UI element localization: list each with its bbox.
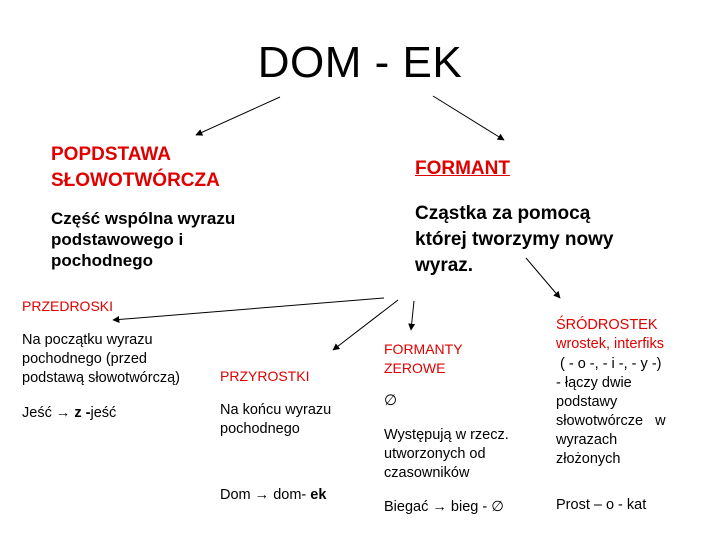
podstawa-desc-line: podstawowego i xyxy=(51,230,184,249)
srodrostek-subtitle: wrostek, interfiks xyxy=(556,336,664,352)
formant-description xyxy=(415,201,614,279)
example-base-word: Biegać xyxy=(384,499,429,515)
podstawa-desc-line: pochodnego xyxy=(51,251,153,270)
srodrostek-example: Prost – o - kat xyxy=(556,497,647,513)
zerowe-example xyxy=(384,499,504,515)
zerowe-desc-line: Występują w rzecz. xyxy=(384,427,509,443)
right-arrow-icon: → xyxy=(254,487,270,503)
podstawa-title-line: POPDSTAWA xyxy=(51,144,171,165)
example-base: dom- xyxy=(273,487,307,503)
formant-desc-line: której tworzymy nowy xyxy=(415,229,614,250)
zerowe-description xyxy=(384,426,509,483)
zerowe-title xyxy=(384,340,463,378)
przedroski-title: PRZEDROSKI xyxy=(22,298,114,314)
zerowe-desc-line: czasowników xyxy=(384,465,470,481)
arrow-to-zerowe xyxy=(411,301,414,330)
podstawa-description xyxy=(51,208,235,271)
podstawa-title-line: SŁOWOTWÓRCZA xyxy=(51,170,220,191)
przyrostki-title: PRZYROSTKI xyxy=(220,368,310,384)
przyrostki-description xyxy=(220,401,331,439)
srodrostek-desc-line: słowotwórcze w xyxy=(556,413,666,429)
srodrostek-desc-line: ( - o -, - i -, - y -) xyxy=(560,356,662,372)
empty-set-icon: ∅ xyxy=(491,499,504,515)
srodrostek-description xyxy=(556,355,666,469)
przedroski-desc-line: pochodnego (przed xyxy=(22,351,147,367)
example-base-word: Dom xyxy=(220,487,251,503)
srodrostek-desc-line: - łączy dwie xyxy=(556,375,632,391)
arrow-to-formant xyxy=(433,96,504,140)
example-rest: bieg - xyxy=(450,499,488,515)
empty-set-icon: ∅ xyxy=(384,392,398,409)
right-arrow-icon: → xyxy=(55,405,71,421)
arrow-to-przedroski xyxy=(113,298,384,320)
podstawa-title xyxy=(51,142,220,194)
example-suffix: ek xyxy=(310,487,327,503)
zerowe-title-line: FORMANTY xyxy=(384,341,463,357)
page-title: DOM - EK xyxy=(257,38,463,87)
przedroski-desc-line: Na początku wyrazu xyxy=(22,332,153,348)
right-arrow-icon: → xyxy=(432,499,447,515)
example-base-word: Jeść xyxy=(22,405,52,421)
formant-desc-line: Cząstka za pomocą xyxy=(415,203,591,224)
formant-desc-line: wyraz. xyxy=(415,255,474,276)
przyrostki-desc-line: pochodnego xyxy=(220,421,300,437)
podstawa-desc-line: Część wspólna wyrazu xyxy=(51,209,236,228)
srodrostek-desc-line: podstawy xyxy=(556,394,618,410)
arrow-to-podstawa xyxy=(196,97,280,135)
przyrostki-desc-line: Na końcu wyrazu xyxy=(220,402,332,418)
example-prefix: z - xyxy=(74,405,91,421)
przedroski-example xyxy=(22,405,116,421)
zerowe-title-line: ZEROWE xyxy=(384,360,446,376)
srodrostek-title-text: ŚRÓDROSTEK xyxy=(556,317,658,333)
formant-title: FORMANT xyxy=(415,158,510,179)
srodrostek-desc-line: wyrazach xyxy=(556,432,618,448)
example-rest: jeść xyxy=(90,405,117,421)
przedroski-description xyxy=(22,331,180,388)
przyrostki-example xyxy=(220,487,326,503)
srodrostek-title xyxy=(556,316,664,354)
srodrostek-desc-line: złożonych xyxy=(556,451,621,467)
przedroski-desc-line: podstawą słowotwórczą) xyxy=(22,370,180,386)
zerowe-desc-line: utworzonych od xyxy=(384,446,486,462)
